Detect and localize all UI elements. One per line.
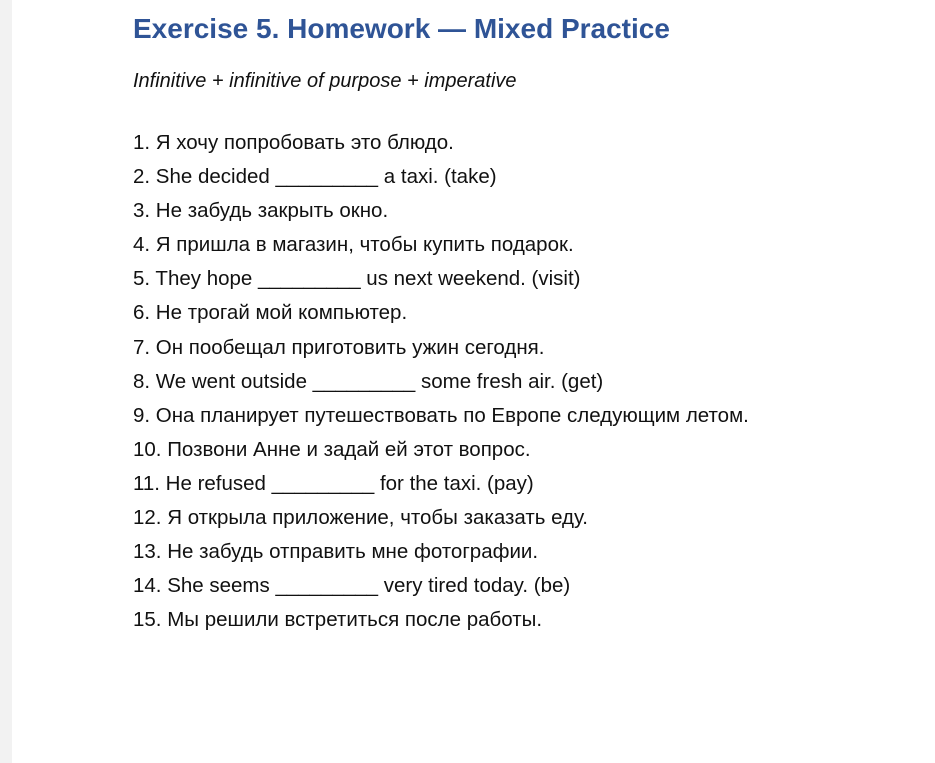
exercise-item: 9. Она планирует путешествовать по Европе следующим летом. [133,403,749,427]
exercise-item: 2. She decided _________ a taxi. (take) [133,165,497,189]
exercise-title: Exercise 5. Homework — Mixed Practice [133,13,670,44]
document-page [12,0,935,763]
exercise-item: 4. Я пришла в магазин, чтобы купить подарок. [133,233,574,257]
exercise-item: 14. She seems _________ very tired today. (be) [133,574,571,598]
exercise-item: 12. Я открыла приложение, чтобы заказать еду. [133,506,588,530]
exercise-item: 6. Не трогай мой компьютер. [133,301,408,325]
exercise-item: 5. They hope _________ us next weekend. (visit) [133,267,581,291]
exercise-item: 3. Не забудь закрыть окно. [133,199,389,223]
exercise-subtitle: Infinitive + infinitive of purpose + imperative [133,70,517,92]
exercise-item: 15. Мы решили встретиться после работы. [133,608,543,632]
exercise-item: 8. We went outside _________ some fresh air. (get) [133,369,604,393]
exercise-item: 1. Я хочу попробовать это блюдо. [133,131,454,154]
exercise-list [133,126,749,637]
exercise-item: 13. Не забудь отправить мне фотографии. [133,540,539,564]
page-edge [0,0,12,763]
exercise-item: 10. Позвони Анне и задай ей этот вопрос. [133,437,531,461]
exercise-item: 11. He refused _________ for the taxi. (pay) [133,471,534,495]
exercise-item: 7. Он пообещал приготовить ужин сегодня. [133,335,545,359]
